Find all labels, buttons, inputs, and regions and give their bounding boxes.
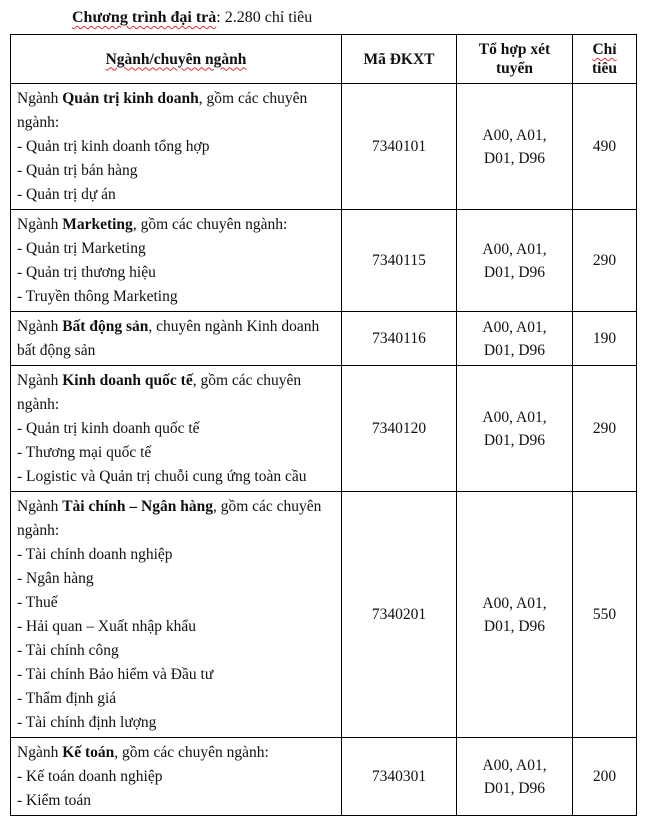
major-name: Tài chính – Ngân hàng [62,498,213,515]
code-cell: 7340101 [342,84,457,210]
specialization-item: - Logistic và Quản trị chuỗi cung ứng toàn cầu [17,468,307,485]
specialization-item: - Quản trị dự án [17,186,116,203]
table-row [11,738,637,816]
major-prefix: Ngành [17,372,63,389]
combo-cell [457,366,573,492]
specialization-item: - Ngân hàng [17,570,94,587]
major-title [17,744,269,761]
major-cell [11,738,342,816]
major-title [17,372,301,413]
combo-line: D01, D96 [483,431,546,449]
combo-line: A00, A01, [482,318,547,336]
major-suffix: , gồm các chuyên ngành: [132,216,288,233]
major-suffix: , gồm các chuyên ngành: [17,372,302,413]
quota-cell: 200 [573,738,637,816]
table-row [11,312,637,366]
quota-cell: 550 [573,492,637,738]
header-quota: Chỉ tiêu [573,35,637,84]
major-name: Kế toán [62,744,115,761]
major-name: Kinh doanh quốc tế [62,372,193,389]
major-prefix: Ngành [17,216,63,233]
table-row [11,210,637,312]
major-name: Quản trị kinh doanh [62,90,199,107]
table-row [11,84,637,210]
major-suffix: , gồm các chuyên ngành: [17,90,308,131]
major-name: Bất động sản [62,318,149,335]
code-cell: 7340115 [342,210,457,312]
major-title [17,498,321,539]
specialization-item: - Quản trị thương hiệu [17,264,156,281]
code-cell: 7340201 [342,492,457,738]
code-cell: 7340116 [342,312,457,366]
major-suffix: , chuyên ngành Kinh doanh bất động sản [17,318,320,359]
major-cell [11,312,342,366]
major-suffix: , gồm các chuyên ngành: [17,498,322,539]
combo-line: D01, D96 [483,341,546,359]
quota-cell: 290 [573,210,637,312]
major-title [17,318,319,359]
combo-cell [457,312,573,366]
header-code: Mã ĐKXT [342,35,457,84]
major-cell [11,84,342,210]
specialization-item: - Tài chính doanh nghiệp [17,546,173,563]
specialization-item: - Hải quan – Xuất nhập khẩu [17,618,197,635]
combo-cell [457,84,573,210]
combo-line: A00, A01, [482,126,547,144]
code-cell: 7340120 [342,366,457,492]
table-row [11,492,637,738]
table-header-row [11,35,637,84]
specialization-item: - Tài chính Bảo hiểm và Đầu tư [17,666,214,683]
major-suffix: , gồm các chuyên ngành: [114,744,269,761]
major-title [17,90,307,131]
specialization-item: - Kiểm toán [17,792,92,809]
major-cell [11,366,342,492]
combo-line: A00, A01, [482,240,547,258]
major-cell [11,210,342,312]
table-row [11,366,637,492]
quota-summary: : 2.280 chỉ tiêu [216,9,313,26]
quota-cell: 490 [573,84,637,210]
header-major: Ngành/chuyên ngành [11,35,342,84]
specialization-item: - Kế toán doanh nghiệp [17,768,163,785]
combo-line: D01, D96 [483,149,546,167]
combo-line: A00, A01, [482,756,547,774]
combo-cell [457,738,573,816]
major-cell [11,492,342,738]
code-cell: 7340301 [342,738,457,816]
combo-line: D01, D96 [483,617,546,635]
section-heading [72,9,312,27]
major-prefix: Ngành [17,90,63,107]
quota-cell: 290 [573,366,637,492]
specialization-item: - Thương mại quốc tế [17,444,152,461]
quota-cell: 190 [573,312,637,366]
specialization-item: - Quản trị Marketing [17,240,146,257]
combo-line: D01, D96 [483,779,546,797]
major-prefix: Ngành [17,318,63,335]
specialization-item: - Quản trị kinh doanh quốc tế [17,420,200,437]
admissions-table [10,34,637,816]
major-name: Marketing [62,216,133,233]
specialization-item: - Quản trị bán hàng [17,162,138,179]
specialization-item: - Thuế [17,594,58,611]
specialization-item: - Truyền thông Marketing [17,288,178,305]
combo-cell [457,210,573,312]
combo-cell [457,492,573,738]
combo-line: A00, A01, [482,408,547,426]
major-prefix: Ngành [17,744,63,761]
header-combo: Tổ hợp xét tuyển [457,35,573,84]
specialization-item: - Tài chính định lượng [17,714,157,731]
specialization-item: - Thẩm định giá [17,690,117,707]
combo-line: D01, D96 [483,263,546,281]
combo-line: A00, A01, [482,594,547,612]
specialization-item: - Tài chính công [17,642,119,659]
specialization-item: - Quản trị kinh doanh tổng hợp [17,138,210,155]
major-title [17,216,287,233]
major-prefix: Ngành [17,498,63,515]
program-label: Chương trình đại trà [72,9,217,26]
